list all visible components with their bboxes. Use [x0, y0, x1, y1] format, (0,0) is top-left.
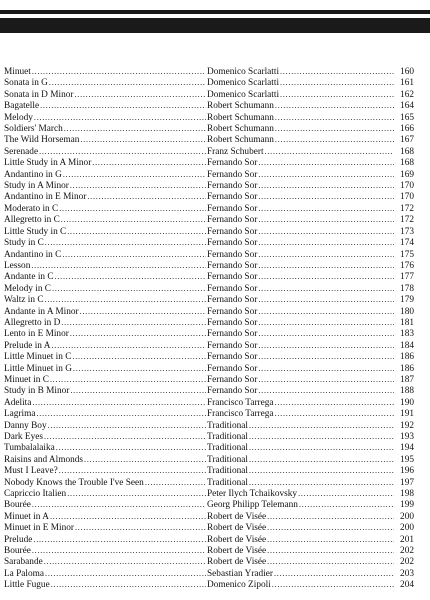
entry-composer: Domenico Scarlatti: [207, 67, 280, 77]
entry-title: Study in B Minor: [4, 386, 70, 397]
toc-entry: [4, 237, 414, 248]
entry-title: Andante in A Minor: [4, 306, 79, 317]
entry-page: 204: [400, 580, 414, 591]
toc-entry: [4, 134, 414, 145]
entry-page: 197: [400, 477, 414, 488]
entry-page: 198: [400, 489, 414, 500]
toc-entry: [4, 420, 414, 431]
entry-composer: Sebastian Yradier: [207, 568, 273, 579]
entry-composer: Franz Schubert: [207, 146, 264, 157]
entry-composer: Robert de Visée: [207, 546, 267, 557]
entry-composer: Fernando Sor: [207, 260, 258, 271]
toc-entry: [4, 488, 414, 499]
entry-composer: Traditional: [207, 477, 248, 488]
entry-title: Sonata in G: [4, 78, 48, 89]
entry-page: 164: [400, 101, 414, 112]
entry-composer: Fernando Sor: [207, 238, 258, 249]
toc-entry: [4, 374, 414, 385]
entry-title: Lagrima: [4, 409, 36, 420]
entry-page: 172: [400, 215, 414, 226]
entry-title: Sonata in D Minor: [4, 89, 74, 100]
toc-entry: [4, 157, 414, 168]
toc-entry: [4, 454, 414, 465]
entry-title: Bourée: [4, 546, 31, 557]
entry-page: 174: [400, 238, 414, 249]
entry-page: 166: [400, 124, 414, 135]
toc-entry: [4, 408, 414, 419]
header-band: [0, 0, 430, 38]
entry-page: 201: [400, 534, 414, 545]
entry-title: Dark Eyes: [4, 432, 43, 442]
entry-title: Serenade: [4, 146, 39, 157]
dot-leader: [50, 579, 206, 591]
entry-title: Study in C: [4, 238, 44, 249]
entry-title: Must I Leave?: [4, 466, 58, 477]
entry-title: Minuet: [4, 67, 31, 77]
toc-entry: [4, 556, 414, 567]
entry-title: Little Study in C: [4, 226, 67, 237]
toc-entry: [4, 579, 414, 590]
entry-page: 199: [400, 500, 414, 511]
entry-composer: Fernando Sor: [207, 352, 258, 363]
entry-page: 165: [400, 112, 414, 123]
toc-entry: [4, 511, 414, 522]
entry-page: 193: [400, 432, 414, 442]
entry-page: 179: [400, 295, 414, 306]
toc-entry: [4, 169, 414, 180]
entry-composer: Peter Ilych Tchaikovsky: [207, 489, 298, 500]
entry-composer: Fernando Sor: [207, 329, 258, 340]
header-rule-thick: [0, 18, 430, 33]
entry-page: 191: [400, 409, 414, 420]
toc-entry: [4, 363, 414, 374]
entry-title: Bourée: [4, 500, 31, 511]
entry-title: Nobody Knows the Trouble I've Seen: [4, 477, 144, 488]
entry-page: 183: [400, 329, 414, 340]
entry-page: 194: [400, 443, 414, 454]
entry-composer: Traditional: [207, 420, 248, 431]
toc-entry: [4, 328, 414, 339]
entry-title: Melody in C: [4, 283, 52, 294]
toc-entry: [4, 123, 414, 134]
entry-composer: Traditional: [207, 432, 248, 442]
entry-page: 162: [400, 89, 414, 100]
toc-entry: [4, 317, 414, 328]
entry-page: 200: [400, 523, 414, 534]
entry-composer: Fernando Sor: [207, 203, 258, 214]
entry-composer: Fernando Sor: [207, 386, 258, 397]
entry-title: Minuet in E Minor: [4, 523, 74, 534]
entry-page: 202: [400, 546, 414, 557]
entry-page: 186: [400, 363, 414, 374]
entry-page: 203: [400, 568, 414, 579]
entry-title: Allegretto in C: [4, 215, 60, 226]
entry-title: Andantino in G: [4, 169, 62, 180]
entry-title: Prelude in A: [4, 340, 51, 351]
dot-leader: [271, 579, 394, 591]
entry-page: 192: [400, 420, 414, 431]
toc-entry: [4, 214, 414, 225]
entry-page: 167: [400, 135, 414, 146]
entry-title: Bagatelle: [4, 101, 40, 112]
entry-composer: Robert de Visée: [207, 534, 267, 545]
entry-composer: Traditional: [207, 466, 248, 477]
entry-page: 190: [400, 397, 414, 408]
header-rule-thin: [0, 10, 430, 14]
toc-entry: [4, 191, 414, 202]
entry-page: 177: [400, 272, 414, 283]
entry-page: 160: [400, 67, 414, 77]
entry-composer: Fernando Sor: [207, 192, 258, 203]
entry-title: Raisins and Almonds: [4, 454, 84, 465]
entry-composer: Domenico Zipoli: [207, 580, 271, 591]
entry-title: Melody: [4, 112, 33, 123]
toc-entry: [4, 249, 414, 260]
entry-composer: Fernando Sor: [207, 363, 258, 374]
toc-entry: [4, 271, 414, 282]
entry-title: Soldiers' March: [4, 124, 63, 135]
entry-page: 173: [400, 226, 414, 237]
entry-page: 181: [400, 317, 414, 328]
entry-composer: Robert de Visée: [207, 557, 267, 568]
entry-title: Waltz in C: [4, 295, 44, 306]
entry-page: 169: [400, 169, 414, 180]
entry-page: 170: [400, 181, 414, 192]
entry-page: 202: [400, 557, 414, 568]
toc-entry: [4, 499, 414, 510]
entry-composer: Fernando Sor: [207, 374, 258, 385]
entry-page: 168: [400, 158, 414, 169]
entry-page: 186: [400, 352, 414, 363]
entry-page: 187: [400, 374, 414, 385]
toc-entry: [4, 568, 414, 579]
entry-page: 172: [400, 203, 414, 214]
toc-entry: [4, 351, 414, 362]
entry-composer: Fernando Sor: [207, 181, 258, 192]
entry-page: 180: [400, 306, 414, 317]
entry-composer-cell: [206, 579, 394, 591]
entry-title: Prelude: [4, 534, 33, 545]
entry-composer: Robert Schumann: [207, 124, 274, 135]
entry-composer: Fernando Sor: [207, 272, 258, 283]
toc-entry: [4, 534, 414, 545]
entry-title: Study in A Minor: [4, 181, 69, 192]
toc-entry: [4, 545, 414, 556]
entry-title: Little Minuet in G: [4, 363, 72, 374]
entry-title: Allegretto in D: [4, 317, 61, 328]
entry-title: Andantino in C: [4, 249, 62, 260]
entry-composer: Fernando Sor: [207, 249, 258, 260]
entry-title: Moderato in C: [4, 203, 59, 214]
toc-entry: [4, 431, 414, 442]
toc-entry: [4, 100, 414, 111]
entry-page: 196: [400, 466, 414, 477]
toc-entry: [4, 397, 414, 408]
entry-title: Capriccio Italien: [4, 489, 67, 500]
entry-page: 184: [400, 340, 414, 351]
entry-composer: Fernando Sor: [207, 215, 258, 226]
entry-composer: Robert Schumann: [207, 112, 274, 123]
entry-title: La Paloma: [4, 568, 45, 579]
toc-entry: [4, 465, 414, 476]
entry-title: Lesson: [4, 260, 31, 271]
toc-entry: [4, 385, 414, 396]
entry-title: Minuet in C: [4, 374, 49, 385]
entry-composer: Fernando Sor: [207, 317, 258, 328]
entry-title: Danny Boy: [4, 420, 47, 431]
toc-entry: [4, 66, 414, 77]
entry-composer: Fernando Sor: [207, 158, 258, 169]
toc-entry: [4, 203, 414, 214]
entry-composer: Domenico Scarlatti: [207, 89, 280, 100]
entry-composer: Fernando Sor: [207, 306, 258, 317]
entry-title: Tumbalalaika: [4, 443, 55, 454]
toc-entry: [4, 226, 414, 237]
entry-composer: Robert Schumann: [207, 135, 274, 146]
entry-page: 168: [400, 146, 414, 157]
entry-title: Andante in C: [4, 272, 54, 283]
toc-entry: [4, 89, 414, 100]
entry-composer: Fernando Sor: [207, 295, 258, 306]
entry-page: 195: [400, 454, 414, 465]
entry-composer: Traditional: [207, 454, 248, 465]
entry-composer: Georg Philipp Telemann: [207, 500, 298, 511]
toc-entry: [4, 477, 414, 488]
entry-composer: Robert de Visée: [207, 511, 267, 522]
entry-title-cell: [4, 579, 206, 591]
table-of-contents: [4, 66, 414, 591]
toc-entry: [4, 180, 414, 191]
entry-composer: Fernando Sor: [207, 340, 258, 351]
entry-composer: Domenico Scarlatti: [207, 78, 280, 89]
entry-title: Andantino in E Minor: [4, 192, 87, 203]
entry-composer: Francisco Tarrega: [207, 409, 274, 420]
entry-composer: Traditional: [207, 443, 248, 454]
toc-entry: [4, 340, 414, 351]
entry-title: The Wild Horseman: [4, 135, 80, 146]
entry-page: 176: [400, 260, 414, 271]
entry-composer: Francisco Tarrega: [207, 397, 274, 408]
entry-title: Sarabande: [4, 557, 43, 568]
entry-title: Little Fugue: [4, 580, 50, 591]
toc-entry: [4, 146, 414, 157]
entry-composer: Fernando Sor: [207, 283, 258, 294]
entry-page: 200: [400, 511, 414, 522]
toc-entry: [4, 522, 414, 533]
entry-page: 178: [400, 283, 414, 294]
entry-page: 161: [400, 78, 414, 89]
toc-entry: [4, 306, 414, 317]
entry-composer: Fernando Sor: [207, 226, 258, 237]
entry-page: 175: [400, 249, 414, 260]
entry-composer: Robert de Visée: [207, 523, 267, 534]
entry-title: Minuet in A: [4, 511, 49, 522]
entry-composer: Robert Schumann: [207, 101, 274, 112]
entry-title: Adelita: [4, 397, 32, 408]
entry-title: Lento in E Minor: [4, 329, 69, 340]
toc-entry: [4, 112, 414, 123]
toc-entry: [4, 442, 414, 453]
entry-title: Little Study in A Minor: [4, 158, 92, 169]
entry-composer: Fernando Sor: [207, 169, 258, 180]
entry-page: 188: [400, 386, 414, 397]
toc-entry: [4, 260, 414, 271]
toc-entry: [4, 77, 414, 88]
entry-page: 170: [400, 192, 414, 203]
entry-title: Little Minuet in C: [4, 352, 72, 363]
toc-entry: [4, 283, 414, 294]
toc-entry: [4, 294, 414, 305]
